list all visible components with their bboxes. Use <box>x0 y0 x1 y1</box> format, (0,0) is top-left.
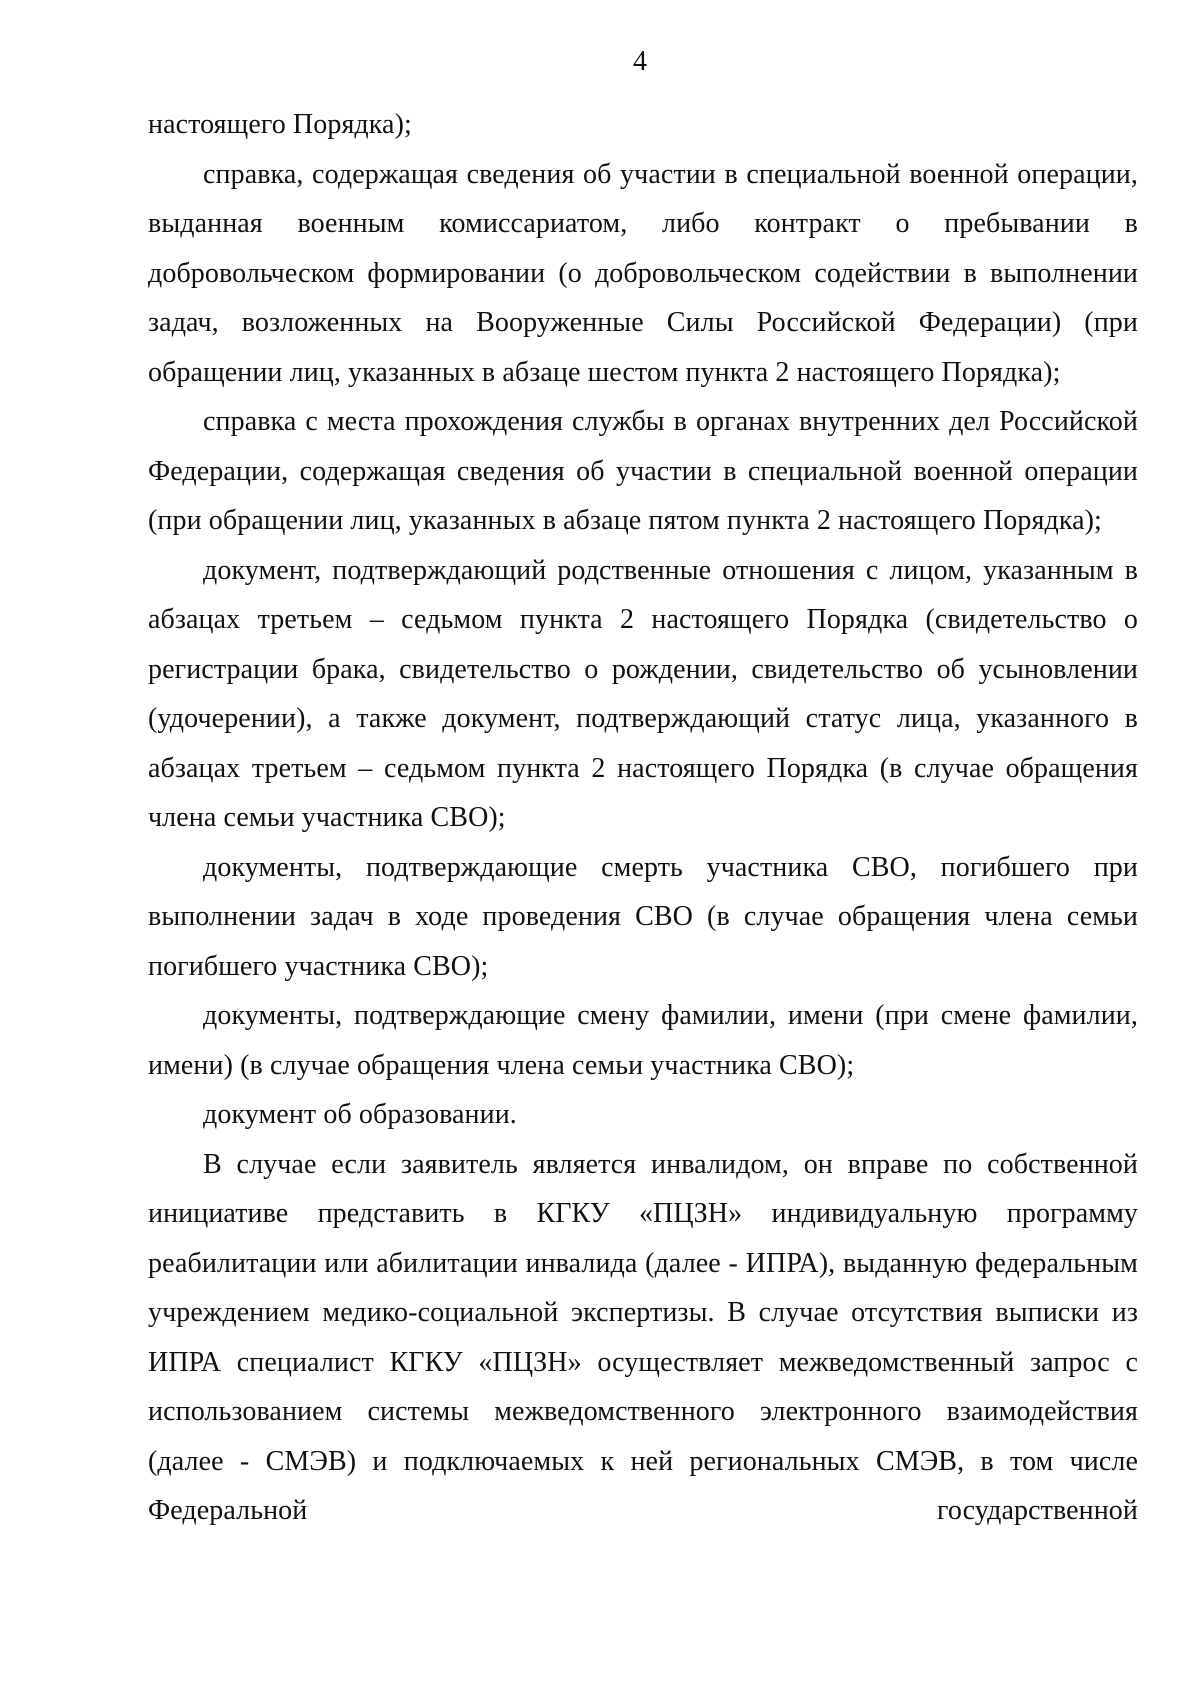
paragraph-death-documents: документы, подтверждающие смерть участника СВО, погибшего при выполнении задач в ходе проведения СВО (в случае обращения члена семьи погибшего участника СВО); <box>148 851 1138 982</box>
page-number: 4 <box>633 46 647 77</box>
paragraph-svo-participation-certificate: справка, содержащая сведения об участии в специальной военной операции, выданная военным комиссариатом, либо контракт о пребывании в добровольческом формировании (о добровольческом содействии в выполнении задач, возложенных на Вооруженные Силы Российской Федерации) (при обращении лиц, указанных в абзаце шестом пункта 2 настоящего Порядка); <box>148 158 1138 388</box>
paragraph-disability-ipra: В случае если заявитель является инвалидом, он вправе по собственной инициативе представить в КГКУ «ПЦЗН» индивидуальную программу реабилитации или абилитации инвалида (далее - ИПРА), выданную федеральным учреждением медико-социальной экспертизы. В случае отсутствия выписки из ИПРА специалист КГКУ «ПЦЗН» осуществляет межведомственный запрос с использованием системы межведомственного электронного взаимодействия (далее - СМЭВ) и подключаемых к ней региональных СМЭВ, в том числе Федеральной государственной <box>148 1148 1138 1526</box>
paragraph-continuation: настоящего Порядка); <box>148 109 412 140</box>
paragraph-name-change-documents: документы, подтверждающие смену фамилии, имени (при смене фамилии, имени) (в случае обращения члена семьи участника СВО); <box>148 1000 1138 1081</box>
paragraph-education-document: документ об образовании. <box>203 1099 517 1130</box>
paragraph-kinship-document: документ, подтверждающий родственные отношения с лицом, указанным в абзацах третьем – седьмом пункта 2 настоящего Порядка (свидетельство о регистрации брака, свидетельство о рождении, свидетельство об усыновлении (удочерении), а также документ, подтверждающий статус лица, указанного в абзацах третьем – седьмом пункта 2 настоящего Порядка (в случае обращения члена семьи участника СВО); <box>148 554 1138 833</box>
document-body <box>148 100 1138 1536</box>
paragraph-internal-affairs-certificate: справка с места прохождения службы в органах внутренних дел Российской Федерации, содержащая сведения об участии в специальной военной операции (при обращении лиц, указанных в абзаце пятом пункта 2 настоящего Порядка); <box>148 406 1138 536</box>
